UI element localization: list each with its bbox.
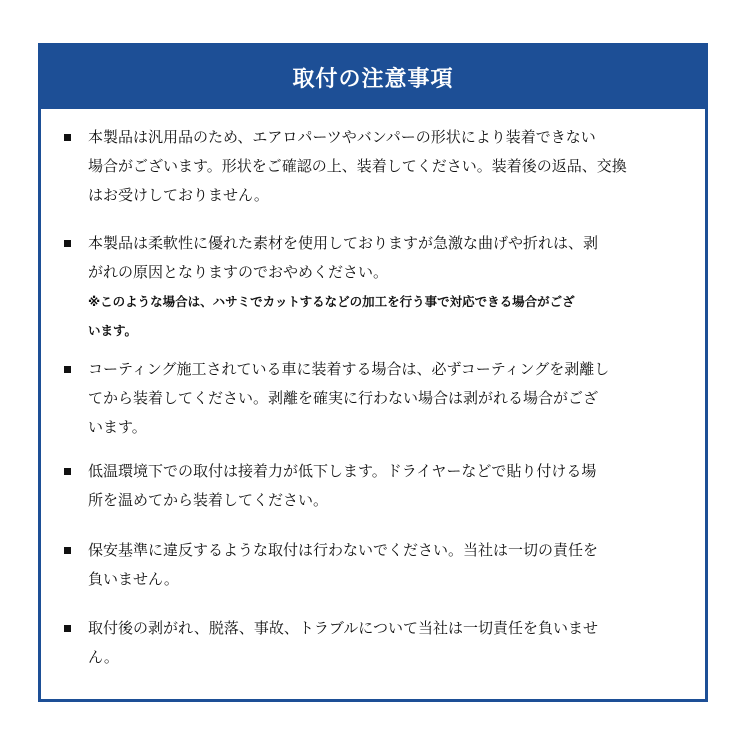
page-title: 取付の注意事項 [292,67,454,92]
item-note-line: います。 [88,323,138,338]
item-text-line: がれの原因となりますのでおやめください。 [88,263,389,281]
item-text-line: てから装着してください。剥離を確実に行わない場合は剥がれる場合がござ [88,389,599,407]
item-text-line: います。 [88,418,147,436]
square-bullet-icon [64,134,71,141]
item-text-line: 場合がございます。形状をご確認の上、装着してください。装着後の返品、交換 [88,157,627,175]
square-bullet-icon [64,366,71,373]
notice-card [38,43,708,702]
item-text-line: 本製品は柔軟性に優れた素材を使用しておりますが急激な曲げや折れは、剥 [88,234,599,252]
item-text-line: コーティング施工されている車に装着する場合は、必ずコーティングを剥離し [88,360,610,378]
item-text-line: はお受けしておりません。 [88,186,269,204]
square-bullet-icon [64,625,71,632]
item-text-line: 本製品は汎用品のため、エアロパーツやバンパーの形状により装着できない [88,128,596,146]
item-text-line: 所を温めてから装着してください。 [88,491,329,509]
item-text-line: ん。 [88,648,119,666]
notice-header [41,46,705,109]
square-bullet-icon [64,547,71,554]
square-bullet-icon [64,468,71,475]
item-text-line: 保安基準に違反するような取付は行わないでください。当社は一切の責任を [88,541,599,559]
item-note-line: ※このような場合は、ハサミでカットするなどの加工を行う事で対応できる場合がござ [88,294,575,309]
item-text-line: 低温環境下での取付は接着力が低下します。ドライヤーなどで貼り付ける場 [88,462,597,480]
square-bullet-icon [64,240,71,247]
item-text-line: 取付後の剥がれ、脱落、事故、トラブルについて当社は一切責任を負いませ [88,619,599,637]
item-text-line: 負いません。 [88,570,179,588]
